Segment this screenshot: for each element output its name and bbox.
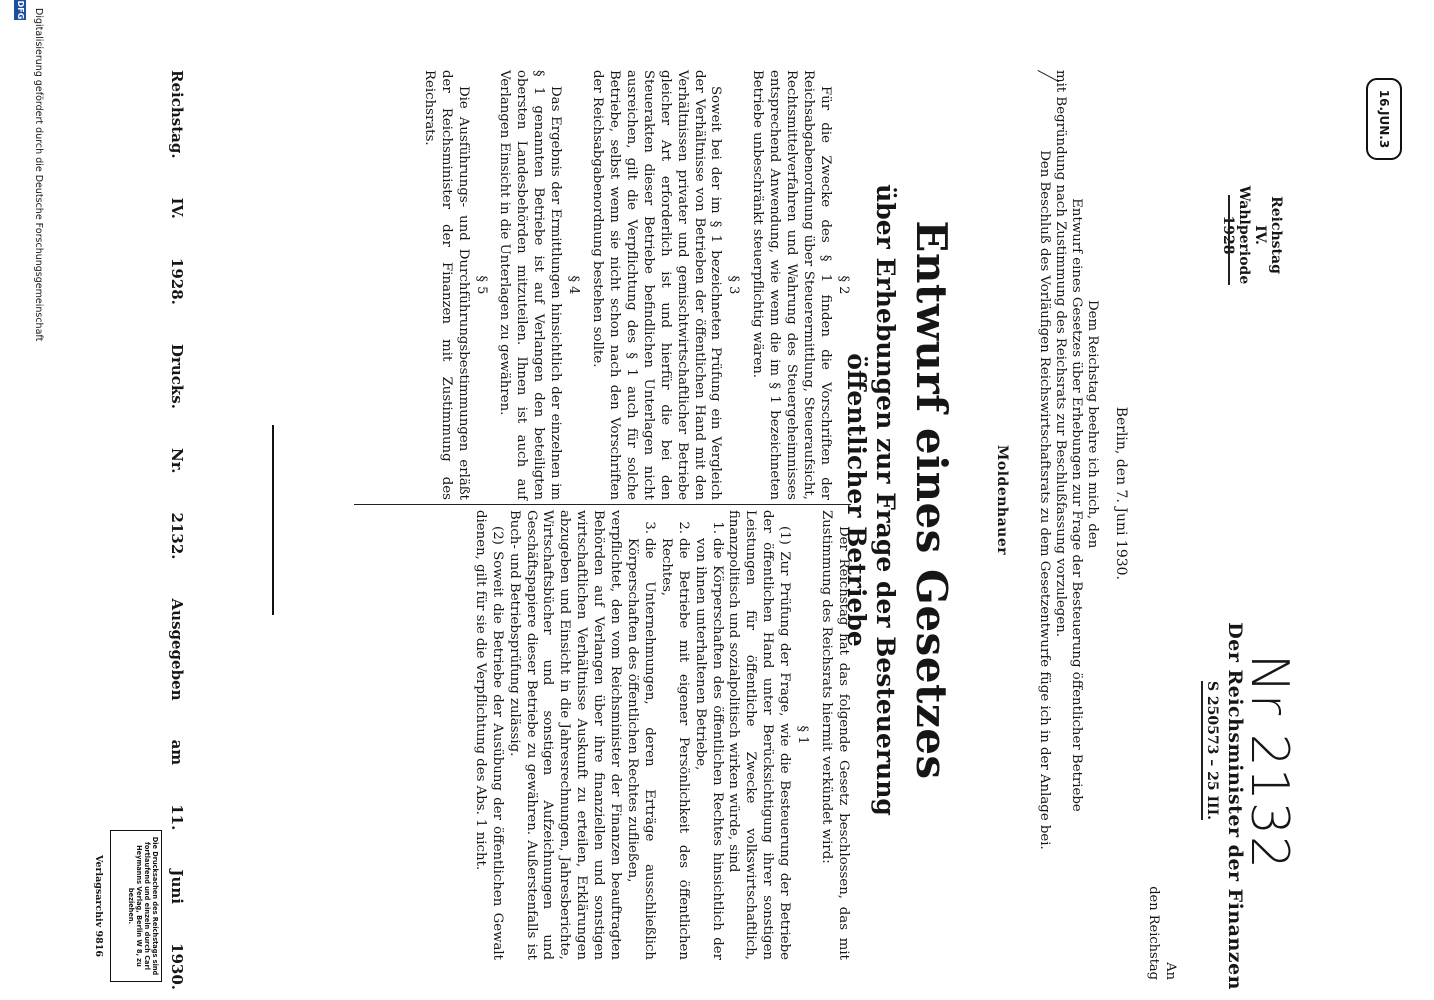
column-divider (354, 504, 851, 505)
item-text: die Körperschaften des öffentlichen Rechtes hinsichtlich der von ihnen unterhaltenen Betriebe, (692, 538, 725, 960)
section-4-text: Das Ergebnis der Ermittlungen hinsichtlich der einzelnen im § 1 genannten Betriebe ist auf Verlangen den beteiligten obersten Landesbehörden mitzuteilen. Ihnen ist auch auf Verlangen Einsicht in die Unterlagen zu gewähren. (497, 70, 564, 500)
text-column-left (471, 510, 851, 960)
item-text: die Unternehmungen, deren Erträge ausschließlich Körperschaften des öffentlichen Rechtes zufließen, (625, 538, 657, 960)
section-1-paragraph-1-continued: verpflichtet, den vom Reichsminister der Finanzen beauftragten Behörden auf Verlangen über ihre finanziellen und sonstigen wirtschaftlichen Verhältnisse Auskunft zu erteilen, Erklärungen abzugeben und Einsicht in die Jahresrechnungen, Jahresberichte, Wirtschaftsbücher und sonstigen Aufzeichnungen und Geschäftspapiere dieser Betriebe zu gewähren. Außerstenfalls ist Buch- und Betriebsprüfung zulässig. (506, 510, 624, 960)
place-date: Berlin, den 7. Juni 1930. (1113, 406, 1129, 580)
print-footer: Reichstag. IV. 1928. Drucks. Nr. 2132. Ausgegeben am 11. Juni 1930. (168, 70, 186, 990)
section-5-heading: § 5 (473, 275, 489, 295)
section-1-item (623, 510, 657, 960)
item-number: 3. (641, 521, 657, 534)
section-3-heading: § 3 (726, 275, 742, 295)
section-3-text: Soweit bei der im § 1 bezeichneten Prüfung ein Vergleich der Verhältnisse von Betrieben der öffentlichen Hand mit den Verhältnissen privater und gemischtwirtschaftlicher Betriebe gleicher Art erforderlich ist und hierfür die bei den Steuerakten dieser Betriebe befindlichen Unterlagen nicht ausreichen, gilt die Verpflichtung des § 1 auch für solche Betriebe, selbst wenn sie nicht schon nach den Vorschriften der Reichsabgabenordnung bestehen sollte. (590, 70, 724, 500)
archive-number: Verlagsarchiv 9816 (93, 854, 104, 958)
reference-number-text: S 250573 – 25 III. (1201, 681, 1220, 820)
document-subtitle: über Erhebungen zur Frage der Besteuerung öffentlicher Betriebe (842, 184, 900, 816)
dfg-logo-icon: DFG (16, 0, 25, 20)
parliament-name: Reichstag (1268, 196, 1284, 274)
intro-line4: Den Beschluß des Vorläufigen Reichswirtschaftsrats zu dem Gesetzentwurfe füge ich in der Anlage bei. (1037, 150, 1052, 850)
item-number: 1. (709, 521, 725, 534)
parliament-period: IV. Wahlperiode (1236, 185, 1268, 285)
item-number: 2. (675, 521, 691, 534)
preamble: Der Reichstag hat das folgende Gesetz beschlossen, das mit Zustimmung des Reichsrats hiermit verkündet wird: (819, 510, 851, 960)
separator-line (272, 425, 274, 615)
issue-number: Nr 2132 (1239, 653, 1299, 870)
received-date-stamp: 16.JUN.3 (1366, 78, 1402, 160)
section-5-text: Die Ausführungs- und Durchführungsbestimmungen erläßt der Reichsminister der Finanzen mit Zustimmung des Reichsrats. (421, 70, 471, 500)
addressee-line2: den Reichstag (1146, 886, 1161, 980)
parliament-rule (1228, 195, 1230, 285)
text-column-right (420, 70, 851, 500)
digitization-credit: Digitalisierung gefördert durch die Deutsche Forschungsgemeinschaft (33, 8, 44, 342)
section-1-paragraph-2: (2) Soweit die Betriebe der Ausübung der öffentlichen Gewalt dienen, gilt für sie die Verpflichtung des Abs. 1 nicht. (472, 510, 505, 960)
signature-name: Moldenhauer (994, 444, 1010, 556)
sender-title: Der Reichsminister der Finanzen (1224, 622, 1246, 990)
intro-line3: mit Begründung nach Zustimmung des Reichsrats zur Beschlußfassung vorzulegen. (1053, 70, 1068, 637)
section-2-text: Für die Zwecke des § 1 finden die Vorschriften der Reichsabgabenordnung über Steuerermittlung, Steueraufsicht, Rechtsmittelverfahren und Wahrung des Steuergeheimnisses entsprechend Anwendung, wie wenn die im § 1 bezeichneten Betriebe unbeschränkt steuerpflichtig wären. (750, 70, 833, 500)
section-1-paragraph-1: (1) Zur Prüfung der Frage, wie die Besteuerung der Betriebe der öffentlichen Hand unter Berücksichtigung ihrer sonstigen Leistungen für öffentliche Zwecke volkswirtschaftlich, finanzpolitisch und sozialpolitisch wirken würde, sind (726, 510, 793, 960)
intro-line2: Entwurf eines Gesetzes über Erhebungen zur Frage der Besteuerung öffentlicher Betriebe (1069, 198, 1084, 812)
section-1-item (657, 510, 691, 960)
section-1-item (691, 510, 725, 960)
addressee (1145, 880, 1179, 980)
document-title: Entwurf eines Gesetzes (907, 220, 956, 780)
intro-line1: Dem Reichstag beehre ich mich, den (1085, 300, 1100, 549)
item-text: die Betriebe mit eigener Persönlichkeit des öffentlichen Rechtes, (658, 538, 691, 960)
section-2-heading: § 2 (836, 275, 851, 295)
section-1-heading: § 1 (795, 725, 811, 745)
reference-number (1204, 450, 1220, 820)
parliament-year: 1928 (1220, 215, 1236, 255)
addressee-line1: An (1163, 962, 1178, 980)
sale-notice-box: Die Drucksachen des Reichstags sind fortlaufend und einzeln durch Carl Heymanns Verlag, Berlin W 8, zu beziehen. (110, 830, 162, 982)
section-4-heading: § 4 (566, 275, 582, 295)
